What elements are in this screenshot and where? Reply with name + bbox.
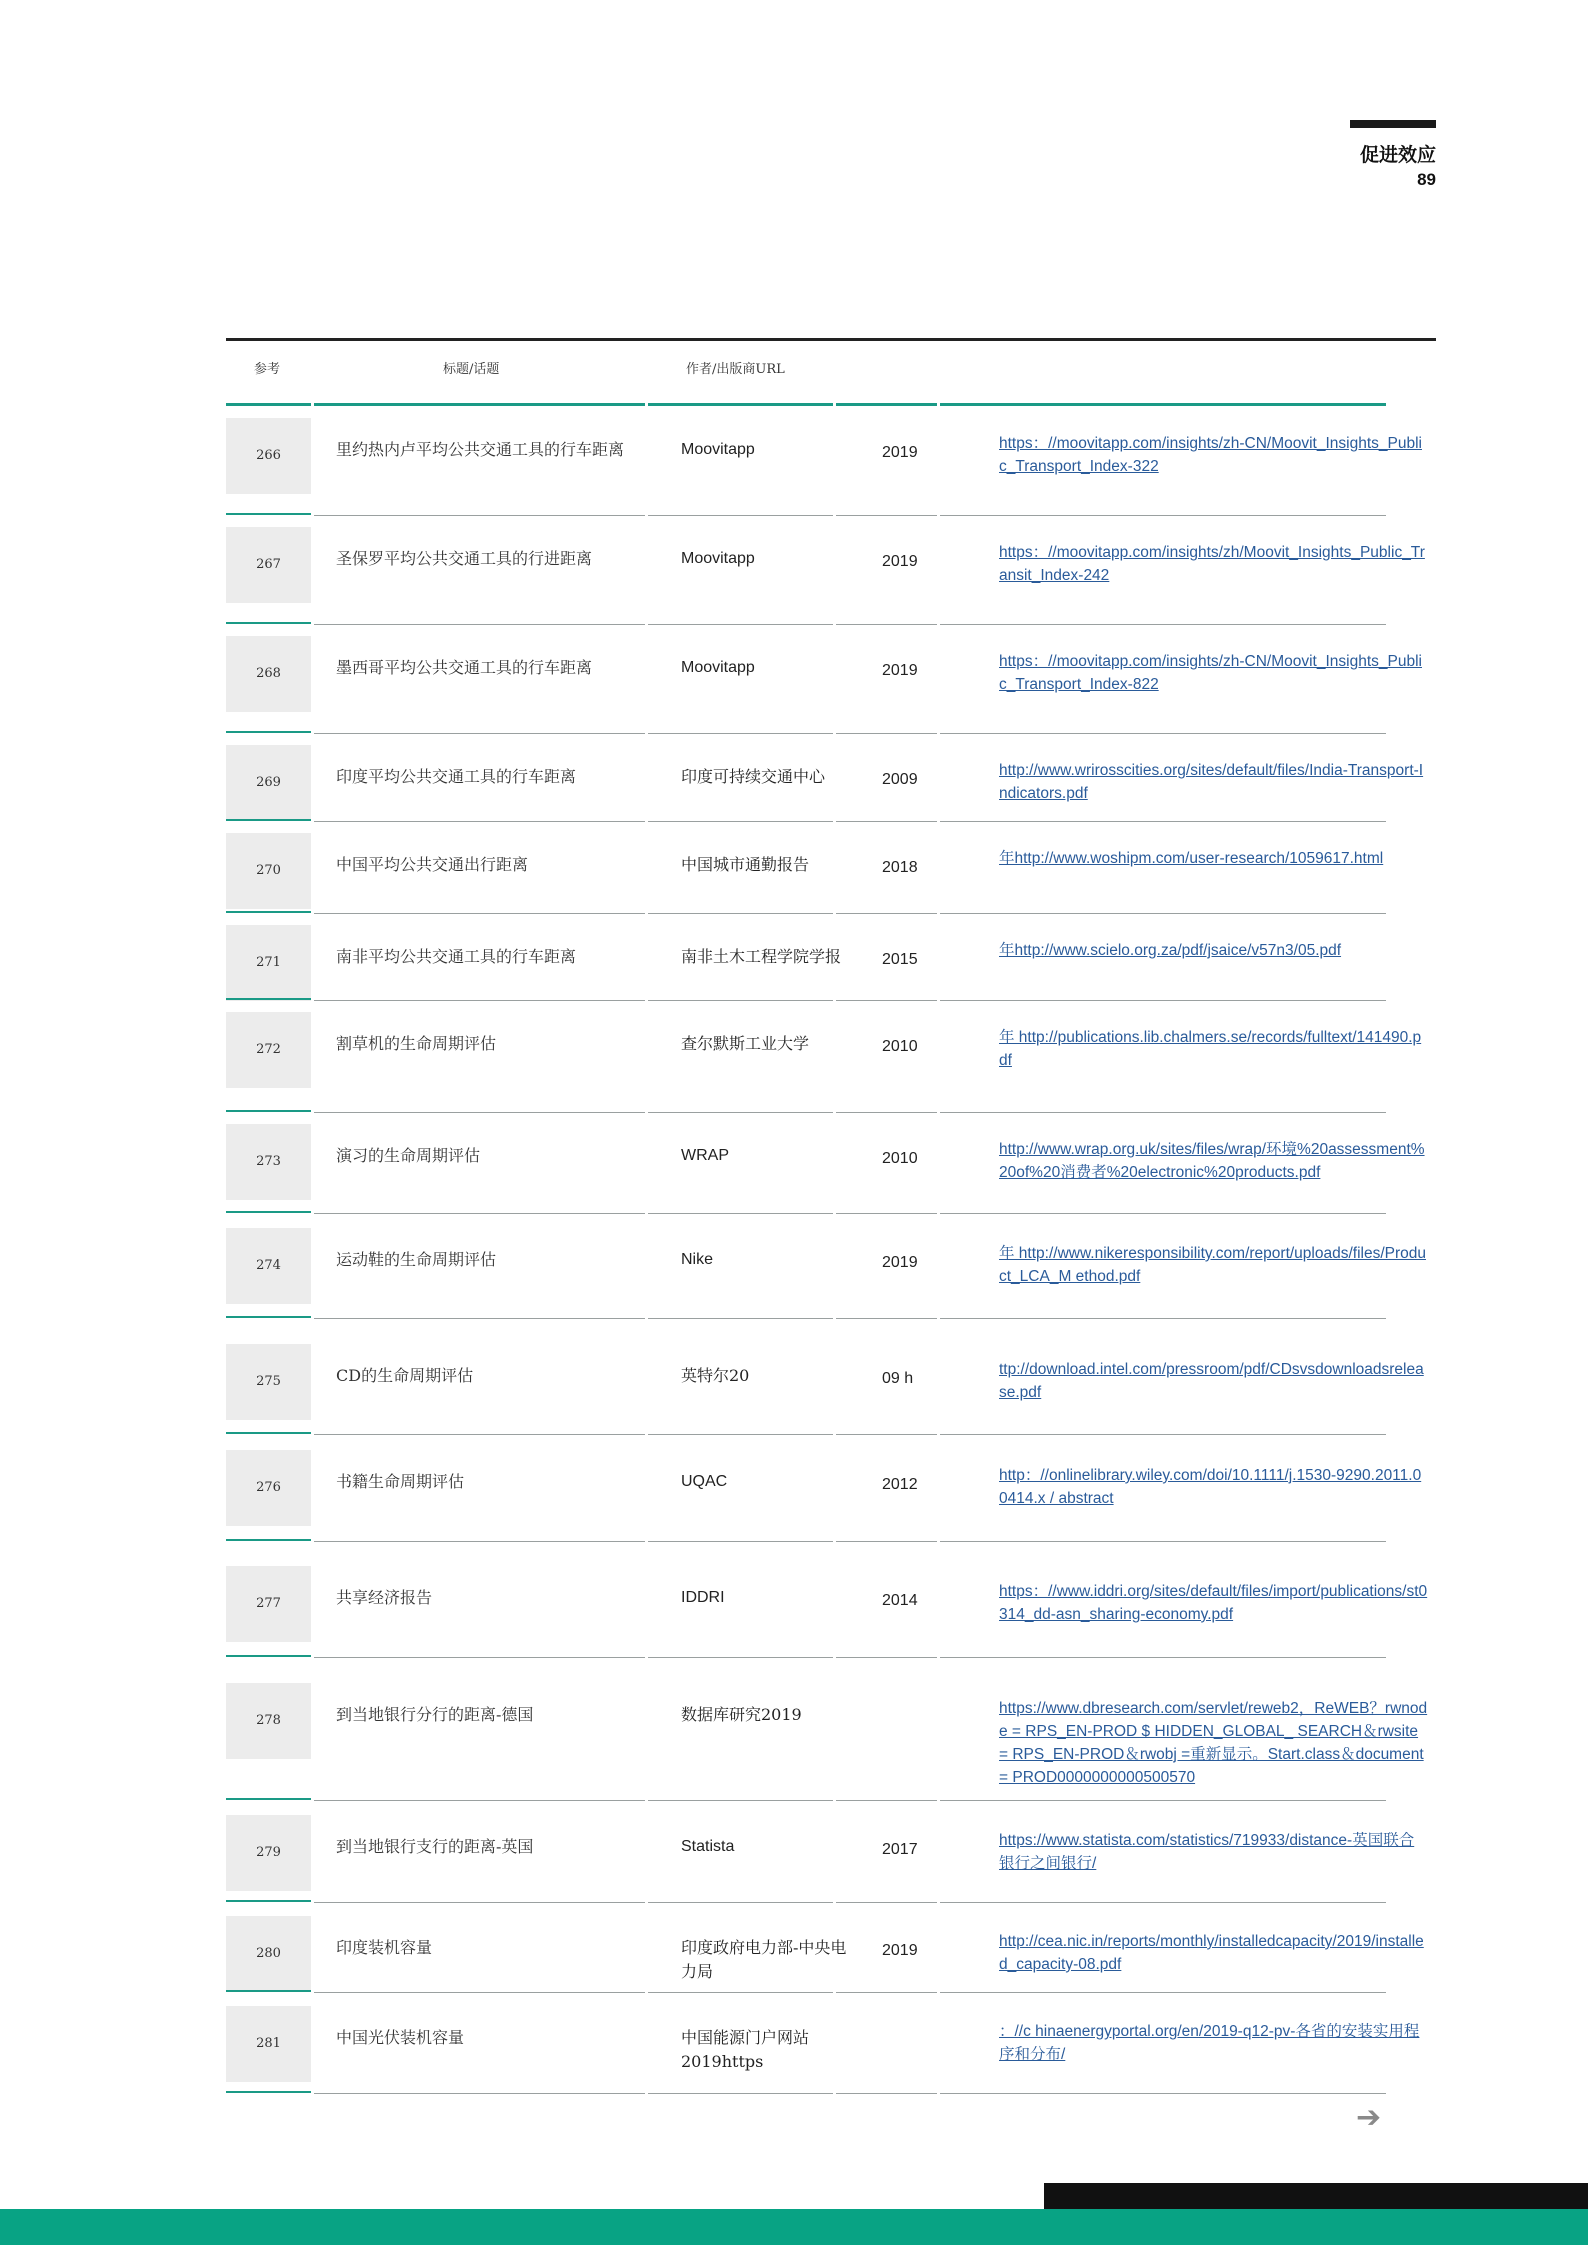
header-rule xyxy=(1350,120,1436,128)
row-accent-mark xyxy=(226,1798,311,1800)
url-link[interactable]: https://www.dbresearch.com/servlet/reweb2，ReWEB？rwnode = RPS_EN-PROD $ HIDDEN_GLOBAL_ SEARCH＆rwsite = RPS_EN-PROD＆rwobj =重新显示。Start.class＆document = PROD0000000000500570 xyxy=(999,1700,1428,1786)
ref-cell xyxy=(226,745,311,821)
header-underline xyxy=(836,403,937,406)
row-divider xyxy=(648,515,833,516)
publisher-cell: Nike xyxy=(681,1251,714,1268)
title-cell: 中国平均公共交通出行距离 xyxy=(336,855,529,874)
title-cell: 中国光伏装机容量 xyxy=(336,2028,465,2047)
row-accent-mark xyxy=(226,911,311,913)
row-accent-mark xyxy=(226,819,311,821)
row-divider xyxy=(940,1434,1386,1435)
url-link[interactable]: 年http://www.woshipm.com/user-research/1059617.html xyxy=(999,850,1384,867)
header-underline xyxy=(648,403,833,406)
year-cell: 2009 xyxy=(882,771,918,788)
ref-number: 268 xyxy=(256,666,281,681)
url-link[interactable]: ttp://download.intel.com/pressroom/pdf/CDsvsdownloadsrelease.pdf xyxy=(999,1361,1424,1401)
year-cell: 2019 xyxy=(882,444,918,461)
ref-number: 269 xyxy=(256,775,281,790)
ref-number: 279 xyxy=(256,1845,281,1860)
column-header-title: 标题/话题 xyxy=(443,362,500,377)
row-divider xyxy=(648,624,833,625)
row-divider xyxy=(940,913,1386,914)
year-cell: 2019 xyxy=(882,1254,918,1271)
row-divider xyxy=(940,1992,1386,1993)
row-divider xyxy=(836,1213,937,1214)
column-header-ref: 参考 xyxy=(254,362,281,377)
row-divider xyxy=(648,1000,833,1001)
ref-number: 267 xyxy=(256,557,281,572)
row-accent-mark xyxy=(226,513,311,515)
row-divider xyxy=(314,1657,645,1658)
title-cell: 墨西哥平均公共交通工具的行车距离 xyxy=(336,658,593,677)
header-underline xyxy=(940,403,1386,406)
url-link[interactable]: https：//moovitapp.com/insights/zh/Moovit_Insights_Public_Transit_Index-242 xyxy=(999,544,1425,584)
row-accent-mark xyxy=(226,1900,311,1902)
row-accent-mark xyxy=(226,1655,311,1657)
row-divider xyxy=(648,1318,833,1319)
row-divider xyxy=(314,821,645,822)
row-divider xyxy=(314,515,645,516)
row-accent-mark xyxy=(226,1432,311,1434)
year-cell: 2010 xyxy=(882,1038,918,1055)
row-divider xyxy=(314,1213,645,1214)
row-divider xyxy=(648,1800,833,1801)
ref-cell xyxy=(226,1566,311,1642)
title-cell: 南非平均公共交通工具的行车距离 xyxy=(336,947,577,966)
ref-cell xyxy=(226,1916,311,1992)
row-accent-mark xyxy=(226,1110,311,1112)
title-cell: 圣保罗平均公共交通工具的行进距离 xyxy=(336,549,593,568)
title-cell: 运动鞋的生命周期评估 xyxy=(336,1250,497,1269)
ref-cell xyxy=(226,925,311,1001)
row-divider xyxy=(836,1657,937,1658)
row-divider xyxy=(940,1800,1386,1801)
year-cell: 2019 xyxy=(882,662,918,679)
row-divider xyxy=(940,821,1386,822)
year-cell: 2017 xyxy=(882,1841,918,1858)
year-cell: 2018 xyxy=(882,859,918,876)
row-divider xyxy=(648,1902,833,1903)
row-divider xyxy=(836,515,937,516)
row-divider xyxy=(648,913,833,914)
ref-cell xyxy=(226,1012,311,1088)
row-divider xyxy=(836,913,937,914)
publisher-cell: Moovitapp xyxy=(681,659,755,676)
ref-number: 280 xyxy=(256,1946,281,1961)
footer-dark-bar xyxy=(1044,2183,1588,2209)
row-divider xyxy=(648,2093,833,2094)
publisher-cell: Moovitapp xyxy=(681,441,755,458)
publisher-cell: 英特尔20 xyxy=(681,1366,750,1385)
year-cell: 2015 xyxy=(882,951,918,968)
row-divider xyxy=(940,733,1386,734)
ref-number: 276 xyxy=(256,1480,281,1495)
url-link[interactable]: 年 http://publications.lib.chalmers.se/records/fulltext/141490.pdf xyxy=(999,1029,1422,1069)
publisher-cell: 中国城市通勤报告 xyxy=(681,855,810,874)
publisher-cell: WRAP xyxy=(681,1147,729,1164)
title-cell: 印度平均公共交通工具的行车距离 xyxy=(336,767,577,786)
row-accent-mark xyxy=(226,1316,311,1318)
ref-number: 281 xyxy=(256,2036,281,2051)
row-divider xyxy=(836,821,937,822)
row-divider xyxy=(314,624,645,625)
ref-cell xyxy=(226,1228,311,1304)
row-divider xyxy=(940,1657,1386,1658)
year-cell: 2019 xyxy=(882,553,918,570)
row-accent-mark xyxy=(226,1211,311,1213)
publisher-cell: UQAC xyxy=(681,1473,728,1490)
row-accent-mark xyxy=(226,1990,311,1992)
footer-accent-bar xyxy=(0,2209,1588,2245)
row-divider xyxy=(648,821,833,822)
url-link[interactable]: http：//onlinelibrary.wiley.com/doi/10.1111/j.1530-9290.2011.00414.x / abstract xyxy=(999,1467,1422,1507)
publisher-cell: 查尔默斯工业大学 xyxy=(681,1034,810,1053)
url-link[interactable]: https://www.statista.com/statistics/719933/distance-英国联合银行之间银行/ xyxy=(999,1832,1415,1872)
year-cell: 2012 xyxy=(882,1476,918,1493)
row-divider xyxy=(314,1902,645,1903)
ref-cell xyxy=(226,2006,311,2082)
publisher-cell: 数据库研究2019 xyxy=(681,1705,802,1724)
title-cell: 到当地银行分行的距离-德国 xyxy=(336,1705,534,1724)
row-divider xyxy=(940,1000,1386,1001)
ref-number: 266 xyxy=(256,448,281,463)
row-divider xyxy=(940,2093,1386,2094)
ref-cell xyxy=(226,527,311,603)
ref-cell xyxy=(226,1815,311,1891)
ref-number: 278 xyxy=(256,1713,281,1728)
row-accent-mark xyxy=(226,731,311,733)
row-divider xyxy=(314,1800,645,1801)
ref-number: 274 xyxy=(256,1258,281,1273)
row-divider xyxy=(836,1800,937,1801)
row-divider xyxy=(940,1902,1386,1903)
url-link[interactable]: https：//moovitapp.com/insights/zh-CN/Moovit_Insights_Public_Transport_Index-322 xyxy=(999,435,1422,475)
year-cell: 2010 xyxy=(882,1150,918,1167)
year-cell: 2019 xyxy=(882,1942,918,1959)
url-link[interactable]: 年http://www.scielo.org.za/pdf/jsaice/v57n3/05.pdf xyxy=(999,942,1342,959)
publisher-cell: 中国能源门户网站2019https xyxy=(681,2028,810,2071)
ref-number: 271 xyxy=(256,955,281,970)
header-underline xyxy=(314,403,645,406)
url-link[interactable]: http://www.wrirosscities.org/sites/default/files/India-Transport-Indicators.pdf xyxy=(999,762,1424,802)
row-divider xyxy=(940,1541,1386,1542)
year-cell: 09 h xyxy=(882,1370,914,1387)
url-link[interactable]: https：//www.iddri.org/sites/default/files/import/publications/st0314_dd-asn_sharing-economy.pdf xyxy=(999,1583,1428,1623)
publisher-cell: Statista xyxy=(681,1838,735,1855)
row-divider xyxy=(940,1318,1386,1319)
row-accent-mark xyxy=(226,2091,311,2093)
ref-number: 277 xyxy=(256,1596,281,1611)
row-divider xyxy=(314,1434,645,1435)
ref-cell xyxy=(226,1124,311,1200)
row-divider xyxy=(836,624,937,625)
header-underline xyxy=(226,403,311,406)
title-cell: 书籍生命周期评估 xyxy=(336,1472,465,1491)
publisher-cell: IDDRI xyxy=(681,1589,725,1606)
row-divider xyxy=(836,1000,937,1001)
publisher-cell: 南非土木工程学院学报 xyxy=(681,947,842,966)
ref-cell xyxy=(226,1344,311,1420)
title-cell: 到当地银行支行的距离-英国 xyxy=(336,1837,534,1856)
row-divider xyxy=(648,1213,833,1214)
row-divider xyxy=(648,1541,833,1542)
row-divider xyxy=(940,1213,1386,1214)
title-cell: 共享经济报告 xyxy=(336,1588,433,1607)
row-divider xyxy=(314,1992,645,1993)
row-divider xyxy=(836,1434,937,1435)
ref-number: 273 xyxy=(256,1154,281,1169)
publisher-cell: 印度政府电力部-中央电力局 xyxy=(681,1938,847,1981)
row-accent-mark xyxy=(226,1539,311,1541)
row-divider xyxy=(314,913,645,914)
title-cell: CD的生命周期评估 xyxy=(336,1366,474,1385)
row-divider xyxy=(648,733,833,734)
ref-cell xyxy=(226,833,311,909)
ref-number: 270 xyxy=(256,863,281,878)
year-cell: 2014 xyxy=(882,1592,918,1609)
publisher-cell: Moovitapp xyxy=(681,550,755,567)
publisher-cell: 印度可持续交通中心 xyxy=(681,767,826,786)
row-divider xyxy=(648,1992,833,1993)
row-divider xyxy=(940,515,1386,516)
title-cell: 演习的生命周期评估 xyxy=(336,1146,481,1165)
row-divider xyxy=(836,733,937,734)
arrow-right-icon[interactable]: ➔ xyxy=(1356,2100,1382,2135)
row-divider xyxy=(836,2093,937,2094)
row-divider xyxy=(836,1112,937,1113)
row-divider xyxy=(836,1541,937,1542)
url-link[interactable]: ：//c hinaenergyportal.org/en/2019-q12-pv-各省的安装实用程序和分布/ xyxy=(999,2023,1420,2063)
ref-cell xyxy=(226,1450,311,1526)
row-divider xyxy=(940,1112,1386,1113)
column-header-publisher: 作者/出版商URL xyxy=(686,362,785,377)
row-divider xyxy=(648,1112,833,1113)
url-link[interactable]: http://www.wrap.org.uk/sites/files/wrap/环境%20assessment%20of%20消费者%20electronic%20products.pdf xyxy=(999,1141,1425,1181)
row-divider xyxy=(314,1318,645,1319)
url-link[interactable]: 年 http://www.nikeresponsibility.com/report/uploads/files/Product_LCA_M ethod.pdf xyxy=(999,1245,1427,1285)
section-title: 促进效应 xyxy=(1359,144,1436,166)
row-accent-mark xyxy=(226,622,311,624)
row-divider xyxy=(314,1112,645,1113)
title-cell: 割草机的生命周期评估 xyxy=(336,1034,497,1053)
ref-number: 275 xyxy=(256,1374,281,1389)
table-top-rule xyxy=(226,338,1436,341)
url-link[interactable]: https：//moovitapp.com/insights/zh-CN/Moovit_Insights_Public_Transport_Index-822 xyxy=(999,653,1422,693)
row-accent-mark xyxy=(226,998,311,1000)
ref-cell xyxy=(226,418,311,494)
ref-cell xyxy=(226,1683,311,1759)
title-cell: 印度装机容量 xyxy=(336,1938,433,1957)
row-divider xyxy=(314,733,645,734)
row-divider xyxy=(836,1318,937,1319)
ref-number: 272 xyxy=(256,1042,281,1057)
page-number: 89 xyxy=(1417,170,1436,189)
url-link[interactable]: http://cea.nic.in/reports/monthly/installedcapacity/2019/installed_capacity-08.pdf xyxy=(999,1933,1424,1973)
row-divider xyxy=(314,2093,645,2094)
title-cell: 里约热内卢平均公共交通工具的行车距离 xyxy=(336,440,625,459)
row-divider xyxy=(314,1541,645,1542)
row-divider xyxy=(836,1992,937,1993)
ref-cell xyxy=(226,636,311,712)
row-divider xyxy=(836,1902,937,1903)
row-divider xyxy=(648,1657,833,1658)
row-divider xyxy=(648,1434,833,1435)
row-divider xyxy=(314,1000,645,1001)
row-divider xyxy=(940,624,1386,625)
